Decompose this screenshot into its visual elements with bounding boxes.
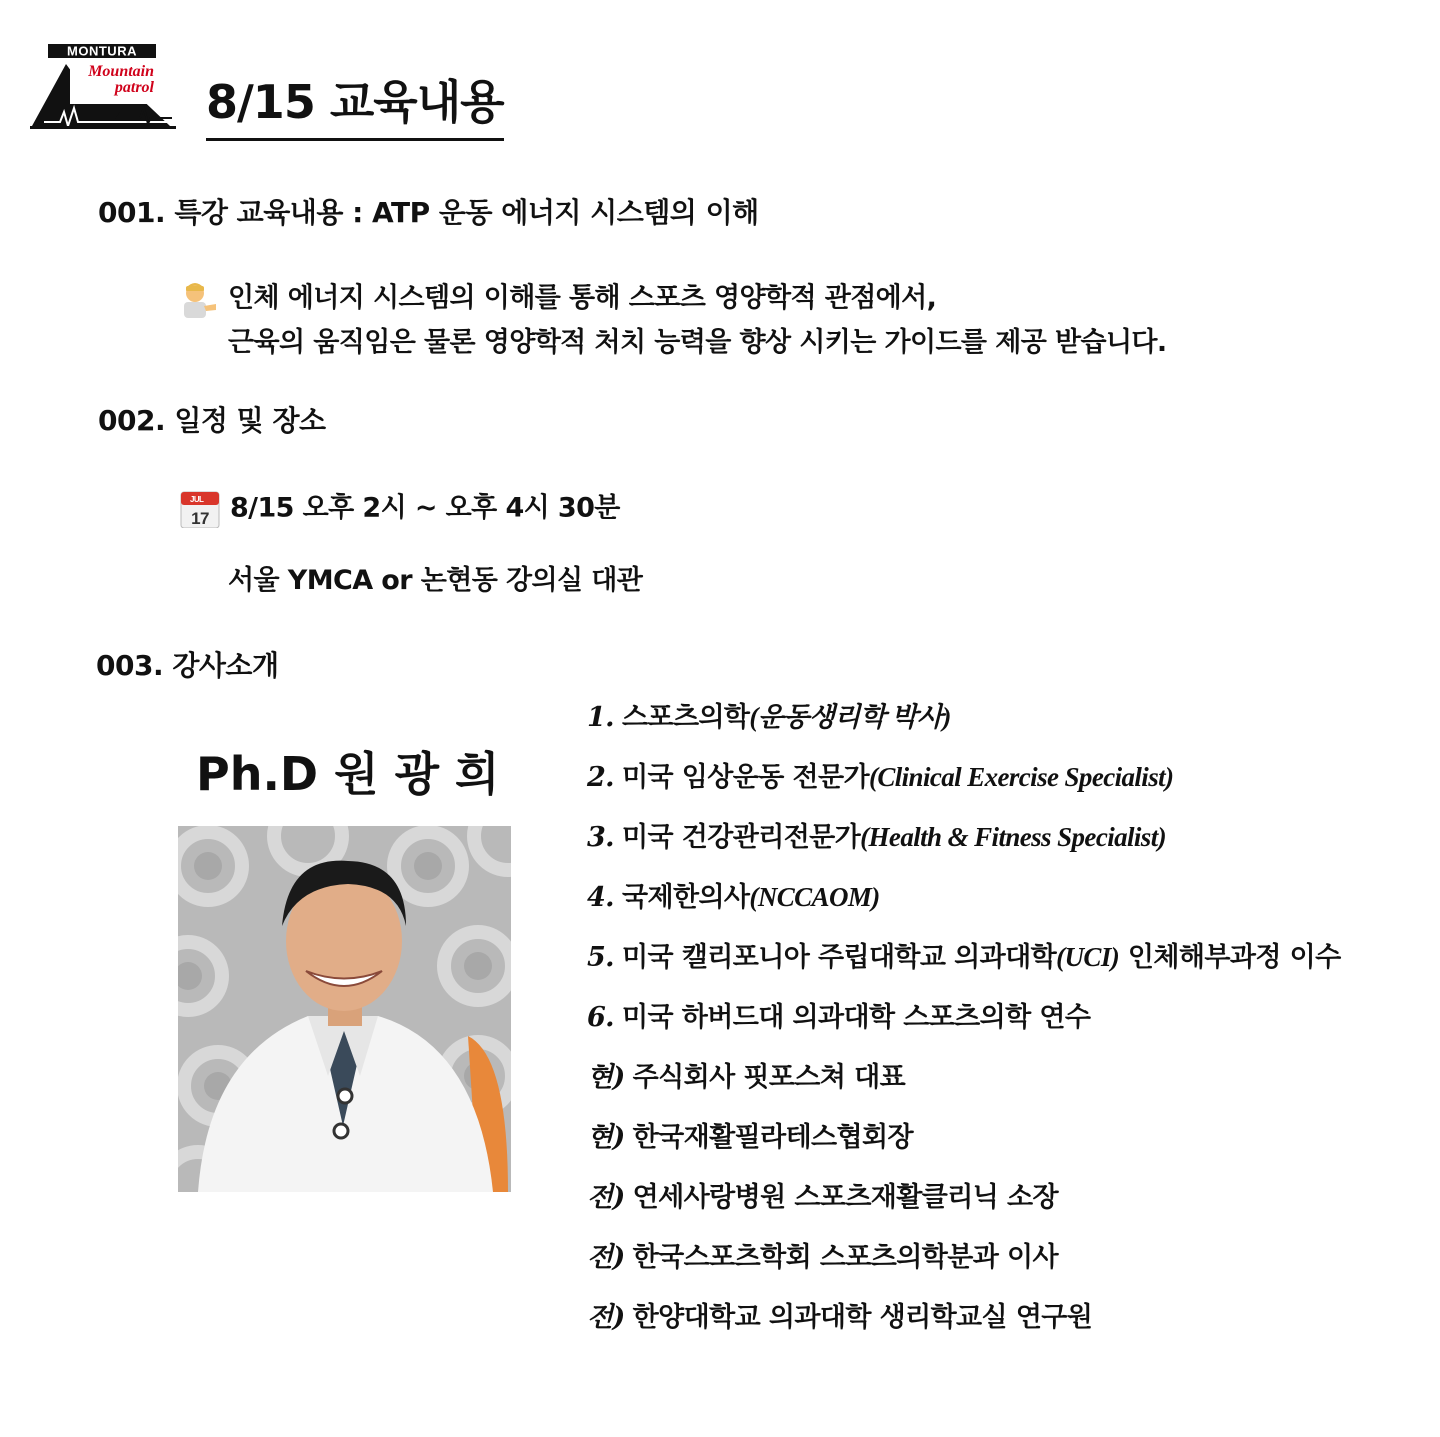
credential-ko: 미국 임상운동 전문가	[622, 762, 869, 793]
credential-ko: 주식회사 핏포스쳐 대표	[632, 1062, 906, 1093]
page-title: 8/15 교육내용	[206, 72, 504, 141]
credential-num: 5.	[587, 942, 614, 973]
credential-ko: 연세사랑병원 스포츠재활클리닉 소장	[632, 1182, 1058, 1213]
credential-num: 6.	[587, 1002, 614, 1033]
montura-mountain-patrol-logo	[30, 42, 176, 130]
section-002-place: 서울 YMCA or 논현동 강의실 대관	[228, 565, 643, 596]
credential-item	[587, 1119, 913, 1156]
credential-tail: 인체해부과정 이수	[1119, 942, 1341, 973]
credential-num: 1.	[587, 702, 614, 733]
credential-item	[587, 939, 1341, 976]
credential-ko: 한국스포츠학회 스포츠의학분과 이사	[632, 1242, 1058, 1273]
mountain-logo-graphic	[30, 42, 176, 130]
credential-num: 4.	[587, 882, 614, 913]
credential-ko: 국제한의사	[622, 882, 750, 913]
logo-line1: Mountain	[88, 63, 154, 80]
credential-item	[587, 1239, 1058, 1276]
credential-item	[587, 759, 1173, 796]
credential-en: (UCI)	[1056, 942, 1120, 972]
person-tipping-hand-icon	[180, 280, 220, 318]
credential-item	[587, 1299, 1092, 1336]
credential-ko: 미국 건강관리전문가	[622, 822, 861, 853]
section-002-time	[180, 490, 620, 528]
credential-ko: 미국 캘리포니아 주립대학교 의과대학	[622, 942, 1057, 973]
credential-item	[587, 699, 951, 736]
section-001-line2: 근육의 움직임은 물론 영양학적 처치 능력을 향상 시키는 가이드를 제공 받습니다.	[228, 327, 1167, 358]
section-002-heading: 002. 일정 및 장소	[98, 404, 326, 437]
calendar-icon	[180, 490, 220, 528]
section-001-line1-text: 인체 에너지 시스템의 이해를 통해 스포츠 영양학적 관점에서,	[228, 282, 937, 314]
credential-item	[587, 1179, 1058, 1216]
section-001-line1	[180, 280, 936, 318]
credential-ko: 한국재활필라테스협회장	[632, 1122, 913, 1153]
credential-item	[587, 879, 880, 916]
credential-num: 현)	[587, 1062, 625, 1093]
credential-num: 3.	[587, 822, 614, 853]
credential-en: (운동생리학 박사)	[749, 702, 951, 732]
credential-ko: 스포츠의학	[622, 702, 750, 733]
calendar-month: JUL	[190, 495, 204, 504]
logo-line2: patrol	[114, 79, 154, 96]
section-002-time-text: 8/15 오후 2시 ~ 오후 4시 30분	[230, 492, 620, 524]
instructor-photo	[178, 826, 511, 1192]
credential-en: (NCCAOM)	[749, 882, 880, 912]
credential-ko: 미국 하버드대 의과대학 스포츠의학 연수	[622, 1002, 1091, 1033]
section-003-heading: 003. 강사소개	[96, 649, 279, 682]
credential-en: (Clinical Exercise Specialist)	[868, 762, 1174, 792]
calendar-day: 17	[191, 509, 209, 528]
credential-item	[587, 1059, 905, 1096]
credential-num: 전)	[587, 1302, 625, 1333]
credential-ko: 한양대학교 의과대학 생리학교실 연구원	[632, 1302, 1093, 1333]
credential-num: 전)	[587, 1242, 625, 1273]
credential-num: 전)	[587, 1182, 625, 1213]
credential-num: 현)	[587, 1122, 625, 1153]
section-001-heading: 001. 특강 교육내용 : ATP 운동 에너지 시스템의 이해	[98, 196, 759, 229]
credential-item	[587, 819, 1166, 856]
credential-item	[587, 999, 1090, 1036]
logo-brand-text: MONTURA	[67, 43, 137, 59]
credential-num: 2.	[587, 762, 614, 793]
credential-en: (Health & Fitness Specialist)	[860, 822, 1167, 852]
instructor-portrait-image	[178, 826, 511, 1192]
instructor-name: Ph.D 원 광 희	[196, 747, 500, 801]
